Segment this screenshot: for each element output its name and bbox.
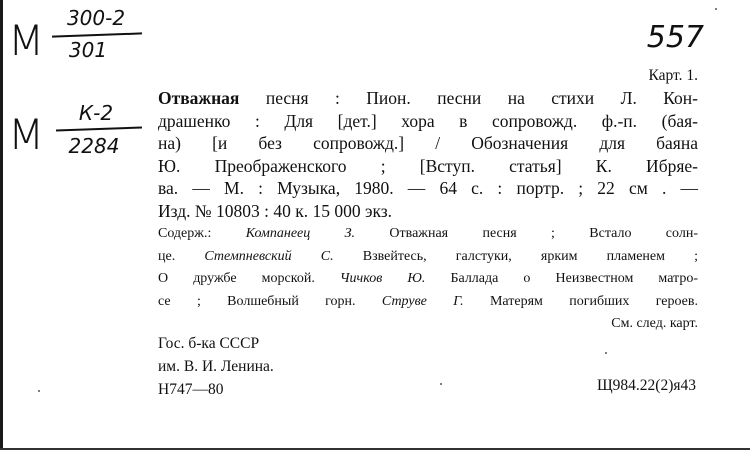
- contents-line: [158, 223, 698, 246]
- entry-line: Изд. № 10803 : 40 к. 15 000 экз.: [158, 200, 393, 221]
- shelfmark-divider: [56, 126, 142, 131]
- composer-name: Стемпневский С.: [204, 248, 334, 264]
- shelfmark-bottom: 2284: [68, 134, 120, 158]
- entry-line: [158, 87, 698, 110]
- shelfmark-letter: М: [8, 110, 45, 159]
- library-code: Н747—80: [158, 381, 224, 398]
- library-name: Гос. б-ка СССР: [158, 335, 260, 352]
- library-name-2: им. В. И. Ленина.: [158, 358, 274, 375]
- contents-text: Баллада о Неизвестном матро-: [425, 271, 698, 286]
- handwritten-number: 557: [646, 20, 704, 55]
- shelfmark-divider: [52, 32, 142, 37]
- entry-text: песня : Пион. песни на стихи Л. Кон-: [239, 88, 698, 108]
- contents-line: [158, 246, 698, 269]
- contents-text: О дружбе морской.: [158, 271, 340, 286]
- composer-name: Компанеец З.: [245, 226, 356, 241]
- speck: [38, 390, 40, 392]
- contents-note: [158, 223, 698, 336]
- shelfmark-letter: М: [8, 16, 45, 65]
- contents-text: се ; Волшебный горн.: [158, 293, 382, 309]
- contents-text: Матерям погибших героев.: [463, 293, 698, 309]
- contents-line: [158, 268, 698, 291]
- continued-note: См. след. карт.: [611, 316, 698, 331]
- shelfmark-top: 300-2: [66, 6, 126, 30]
- entry-title: Отважная: [158, 88, 240, 108]
- shelfmark-bottom: 301: [68, 38, 108, 62]
- contents-text: це.: [158, 248, 205, 264]
- contents-text: Отважная песня ; Встало солн-: [355, 226, 698, 241]
- shelfmark-top: К-2: [78, 101, 114, 125]
- contents-text: Взвейтесь, галстуки, ярким пламенем ;: [333, 248, 699, 264]
- contents-line: [158, 291, 698, 314]
- entry-line: Ю. Преображенского ; [Вступ. статья] К. Ибряе-: [158, 155, 698, 176]
- composer-name: Струве Г.: [381, 293, 464, 309]
- bibliographic-entry: [158, 87, 698, 222]
- card-left-edge: [0, 0, 3, 450]
- classification-mark: Щ984.22(2)я43: [597, 377, 696, 394]
- entry-line: драшенко : Для [дет.] хора в сопровожд. ф.-п. (бая-: [158, 110, 698, 131]
- entry-line: ва. — М. : Музыка, 1980. — 64 с. : портр. ; 22 см . —: [158, 178, 698, 198]
- entry-line: на) [и без сопровожд.] / Обозначения для баяна: [158, 133, 698, 153]
- speck: [715, 8, 717, 10]
- contents-text: Содерж.:: [158, 226, 246, 241]
- library-block: [158, 332, 274, 401]
- speck: [605, 352, 607, 354]
- card-label: Карт. 1.: [648, 67, 698, 84]
- composer-name: Чичков Ю.: [339, 271, 426, 286]
- speck: [440, 383, 442, 385]
